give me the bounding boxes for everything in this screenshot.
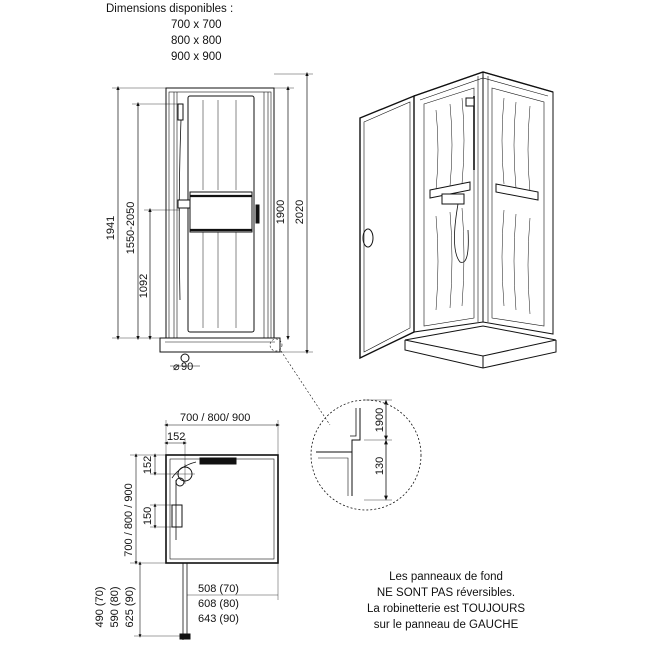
size-item: 800 x 800 xyxy=(171,35,222,47)
dim-plan-width: 700 / 800/ 900 xyxy=(180,412,251,424)
dim-drain-diameter: 90 xyxy=(181,361,194,373)
dim-mixer-height: 1092 xyxy=(138,273,150,299)
shower-tray-front xyxy=(160,338,280,352)
note-line: sur le panneau de GAUCHE xyxy=(373,619,519,631)
drain-dim-line: 608 (80) xyxy=(198,598,239,610)
note-line: NE SONT PAS réversibles. xyxy=(376,587,516,599)
dim-offset-top: 152 xyxy=(167,431,186,443)
drain-dim-line: 643 (90) xyxy=(198,613,239,625)
dim-plan-depth: 700 / 800 / 900 xyxy=(123,483,135,557)
mixer-front xyxy=(178,200,190,208)
shelf-band xyxy=(190,192,252,232)
diameter-symbol: ⌀ xyxy=(173,361,180,373)
dim-shower-range: 1550-2050 xyxy=(125,201,137,255)
dim-mixer-offset: 150 xyxy=(142,506,154,526)
front-view xyxy=(160,88,280,362)
mixer-3d xyxy=(442,194,464,204)
notes-block xyxy=(336,569,556,633)
drain-side-dim: 590 (80) xyxy=(109,586,121,628)
drain-side-dim: 490 (70) xyxy=(94,586,106,628)
detail-view xyxy=(311,400,421,510)
dimensions-title: Dimensions disponibles : xyxy=(106,3,234,15)
detail-circle xyxy=(311,400,421,510)
dim-total-height: 1941 xyxy=(105,215,117,241)
drain-dim-line: 508 (70) xyxy=(198,583,239,595)
dim-tray-height: 130 xyxy=(374,456,386,476)
open-door xyxy=(360,96,414,358)
drain-side-dim: 625 (90) xyxy=(124,586,136,628)
note-line: La robinetterie est TOUJOURS xyxy=(366,603,526,615)
mixer-plan xyxy=(172,505,182,527)
dim-overall-height: 2020 xyxy=(294,199,306,225)
cabin-outline-plan xyxy=(166,455,278,563)
dim-offset-left: 152 xyxy=(142,455,154,475)
size-item: 700 x 700 xyxy=(171,19,222,31)
note-line: Les panneaux de fond xyxy=(389,571,503,583)
dim-door-height: 1900 xyxy=(275,199,287,225)
dim-detail-upper: 1900 xyxy=(374,407,386,433)
isometric-view xyxy=(360,72,556,368)
size-item: 900 x 900 xyxy=(171,51,222,63)
